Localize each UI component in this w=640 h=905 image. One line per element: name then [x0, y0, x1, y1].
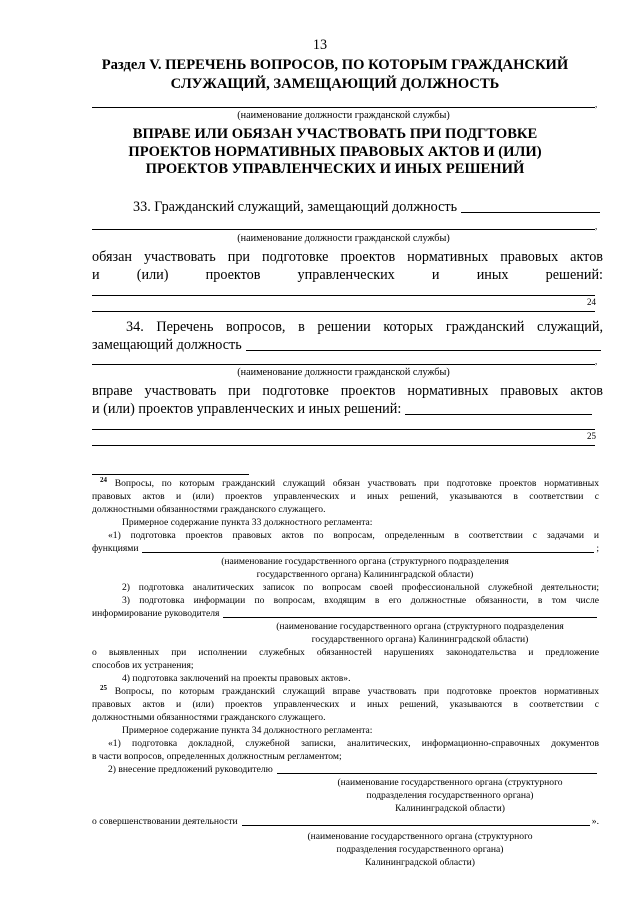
- fn25-mark: 25: [100, 683, 107, 692]
- rights-heading-line: ПРОЕКТОВ УПРАВЛЕНЧЕСКИХ И ИНЫХ РЕШЕНИЙ: [145, 161, 525, 177]
- blank-line: [277, 773, 597, 774]
- fn24-text2: правовых актов и (или) проектов управленческих и иных решений, указываются в соответствии с: [92, 491, 599, 502]
- fn24-example: Примерное содержание пункта 33 должностного регламента:: [122, 517, 373, 528]
- fn24-cap1a: (наименование государственного органа (структурного подразделения: [221, 556, 509, 567]
- blank-line: [223, 617, 597, 618]
- rights-heading: [60, 126, 610, 179]
- blank-line: [92, 429, 595, 430]
- blank-line: [242, 825, 590, 826]
- fn24-i4: 4) подготовка заключений на проекты правовых актов».: [122, 673, 351, 684]
- fn25-text1-content: Вопросы, по которым гражданский служащий вправе участвовать при подготовке проектов нормативных: [114, 686, 599, 697]
- comma: ,: [595, 221, 598, 231]
- fn24-i3b-row: [92, 608, 599, 621]
- comma: ,: [595, 356, 598, 366]
- fn24-i3a: 3) подготовка информации по вопросам, входящим в его должностные обязанности, в том числе: [122, 595, 599, 606]
- footnote-separator: [92, 474, 249, 475]
- fn25-cap1b: подразделения государственного органа): [366, 790, 534, 801]
- item34-line2: замещающий должность: [92, 337, 242, 353]
- blank-line: [92, 229, 595, 230]
- item34-line4: и (или) проектов управленческих и иных решений:: [92, 401, 402, 417]
- fn25-i1a: «1) подготовка докладной, служебной записки, аналитических, информационно-справочных документов: [108, 738, 599, 749]
- fn25-cap1c: Калининградской области): [395, 803, 505, 814]
- fn25-text1: [92, 683, 599, 699]
- item34-line3: вправе участвовать при подготовке проектов нормативных правовых актов: [92, 383, 603, 399]
- fn24-mark: 24: [100, 475, 107, 484]
- item34-caption: (наименование должности гражданской службы): [237, 367, 450, 378]
- fn25-i1b: в части вопросов, определенных должностным регламентом;: [92, 751, 342, 762]
- fn25-cap2b: подразделения государственного органа): [336, 844, 504, 855]
- blank-line: [92, 364, 595, 365]
- fn25-i3-row: [92, 816, 599, 829]
- fn25-i2-row: [108, 764, 599, 777]
- fn24-cap2b: государственного органа) Калининградской области): [311, 634, 529, 645]
- fn25-i3-end: ».: [591, 816, 599, 827]
- blank-line: [405, 414, 592, 415]
- fn24-text1-content: Вопросы, по которым гражданский служащий обязан участвовать при подготовке проектов нормативных: [114, 478, 599, 489]
- page-number: 13: [312, 37, 328, 53]
- position-caption: (наименование должности гражданской службы): [237, 110, 450, 121]
- rights-heading-line: ВПРАВЕ ИЛИ ОБЯЗАН УЧАСТВОВАТЬ ПРИ ПОДГТОВКЕ: [132, 126, 538, 142]
- fn24-i1b: функциями: [92, 543, 139, 554]
- fn24-i3d: способов их устранения;: [92, 660, 194, 671]
- fn25-text2: правовых актов и (или) проектов управленческих и иных решений, указываются в соответствии с: [92, 699, 599, 710]
- blank-line: [461, 212, 600, 213]
- fn24-i1a: «1) подготовка проектов правовых актов по вопросам, определенным в соответствии с задачами и: [108, 530, 599, 541]
- fn24-text1: [92, 475, 599, 491]
- footnote-ref-25: 25: [587, 431, 596, 441]
- fn25-i3: о совершенствовании деятельности: [92, 816, 238, 827]
- fn25-text3: должностными обязанностями гражданского служащего.: [92, 712, 326, 723]
- blank-line: [92, 445, 595, 446]
- blank-line: [92, 107, 595, 108]
- comma: ,: [595, 99, 598, 109]
- fn25-example: Примерное содержание пункта 34 должностного регламента:: [122, 725, 373, 736]
- blank-line: [92, 295, 595, 296]
- fn24-cap2a: (наименование государственного органа (структурного подразделения: [276, 621, 564, 632]
- semicolon: ;: [596, 543, 599, 554]
- blank-line: [92, 311, 595, 312]
- fn24-i3c: о выявленных при исполнении служебных обязанностей нарушениях законодательства и предложение: [92, 647, 599, 658]
- item34-line2-row: [92, 336, 603, 354]
- fn24-text3: должностными обязанностями гражданского служащего.: [92, 504, 326, 515]
- fn25-cap2c: Калининградской области): [365, 857, 475, 868]
- fn24-i2: 2) подготовка аналитических записок по вопросам своей профессиональной служебной деятельности;: [122, 582, 599, 593]
- blank-line: [142, 552, 594, 553]
- section-title: [60, 56, 610, 94]
- rights-heading-line: ПРОЕКТОВ НОРМАТИВНЫХ ПРАВОВЫХ АКТОВ И (ИЛИ): [128, 143, 542, 160]
- fn25-i2: 2) внесение предложений руководителю: [108, 764, 273, 775]
- item33-lead: 33. Гражданский служащий, замещающий должность: [133, 199, 458, 215]
- section-title-line: СЛУЖАЩИЙ, ЗАМЕЩАЮЩИЙ ДОЛЖНОСТЬ: [170, 76, 500, 92]
- fn24-i3b: информирование руководителя: [92, 608, 220, 619]
- footnote-ref-24: 24: [587, 297, 596, 307]
- item33-line1: обязан участвовать при подготовке проектов нормативных правовых актов: [92, 249, 603, 265]
- section-title-line: Раздел V. ПЕРЕЧЕНЬ ВОПРОСОВ, ПО КОТОРЫМ ГРАЖДАНСКИЙ: [101, 57, 569, 73]
- item34-line1: 34. Перечень вопросов, в решении которых гражданский служащий,: [126, 319, 603, 335]
- fn25-cap1a: (наименование государственного органа (структурного: [337, 777, 563, 788]
- item34-line4-row: [92, 400, 594, 418]
- fn24-cap1b: государственного органа) Калининградской области): [256, 569, 474, 580]
- item33-lead-row: [133, 198, 602, 216]
- fn25-cap2a: (наименование государственного органа (структурного: [307, 831, 533, 842]
- blank-line: [246, 350, 601, 351]
- item33-line2: и (или) проектов управленческих и иных решений:: [92, 267, 603, 283]
- item33-caption: (наименование должности гражданской службы): [237, 233, 450, 244]
- fn24-i1b-row: [92, 543, 599, 556]
